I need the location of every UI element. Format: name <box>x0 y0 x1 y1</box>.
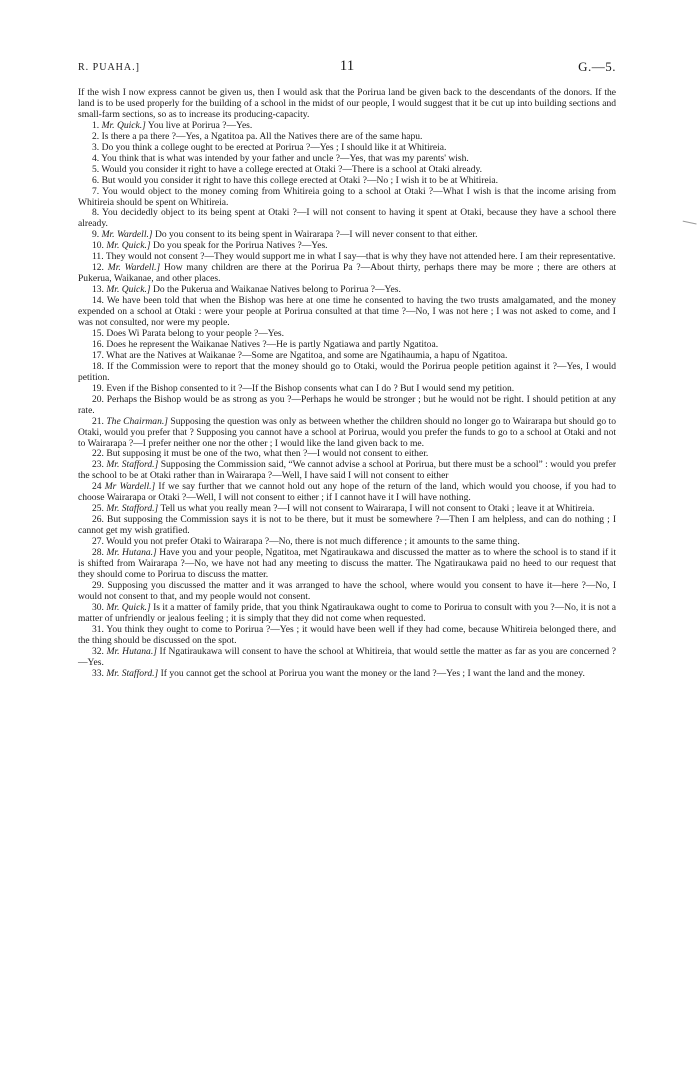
question-number: 14. <box>92 295 104 307</box>
question-text: Do the Pukerua and Waikanae Natives belong to Porirua ?—Yes. <box>150 284 401 296</box>
speaker-name: Mr. Wardell.] <box>107 262 161 274</box>
question-text: You think they ought to come to Porirua ?—Yes ; it would have been well if they had come, because Whitireia belonged there, and the thing should be discussed on the spot. <box>78 623 616 646</box>
speaker-name: The Chairman.] <box>106 415 168 427</box>
question-text: Supposing the question was only as between whether the children should no longer go to Wairarapa but should go to Otaki, would you prefer that ? Supposing you cannot have a school at Porirua, would you prefer the funds to go to a school at Otaki and not to Wairarapa ?—I prefer neither one nor the other ; I would like the land given back to me. <box>78 415 616 449</box>
question-text: Have you and your people, Ngatitoa, met Ngatiraukawa and discussed the matter as to where the school is to stand if it is shifted from Wairarapa ?—No, we have not had any meeting to discuss the matter. The Ngatiraukawa paid no heed to our request that they should come to Porirua to discuss the matter. <box>78 547 616 580</box>
speaker-name: Mr. Stafford.] <box>106 459 159 471</box>
qa-paragraph <box>78 482 616 504</box>
speaker-name: Mr. Quick.] <box>106 240 151 252</box>
question-number: 15. <box>92 327 104 339</box>
qa-paragraph <box>78 187 616 209</box>
speaker-name: Mr. Hutana.] <box>106 645 157 657</box>
question-number: 23. <box>92 459 104 471</box>
question-number: 32. <box>92 645 104 657</box>
qa-paragraph <box>78 548 616 581</box>
document-reference: G.—5. <box>578 59 616 74</box>
qa-paragraph <box>78 263 616 285</box>
question-number: 4. <box>92 152 100 164</box>
question-number: 28. <box>92 547 104 559</box>
question-number: 6. <box>92 174 100 186</box>
speaker-name: Mr. Quick.] <box>106 601 151 613</box>
question-number: 3. <box>92 141 100 153</box>
question-text: But supposing it must be one of the two, what then ?—I would not consent to either. <box>106 448 429 460</box>
question-text: They would not consent ?—They would support me in what I say—that is why they have not attended here. I am their representative. <box>105 251 616 263</box>
question-number: 27. <box>92 536 104 548</box>
question-text: Even if the Bishop consented to it ?—If the Bishop consents what can I do ? But I would send my petition. <box>106 382 515 394</box>
question-text: You would object to the money coming from Whitireia going to a school at Otaki ?—What I wish is that the income arising from Whitireia should be spent on Whitireia. <box>78 185 616 208</box>
qa-paragraph <box>78 515 616 537</box>
question-text: What are the Natives at Waikanae ?—Some are Ngatitoa, and some are Ngatihaumia, a hapu of Ngatitoa. <box>106 349 508 361</box>
question-text: Do you speak for the Porirua Natives ?—Yes. <box>150 240 328 252</box>
speaker-name: Mr Wardell.] <box>104 481 156 493</box>
question-text: Supposing you discussed the matter and it was arranged to have the school, where would you consent to have it—here ?—No, I would not consent to that, and my people would not consent. <box>78 579 617 602</box>
question-number: 20. <box>92 393 104 405</box>
qa-paragraph <box>78 625 616 647</box>
question-text: Do you think a college ought to be erected at Porirua ?—Yes ; I should like it at Whitireia. <box>101 141 447 153</box>
question-text: But supposing the Commission says it is not to be there, but it must be somewhere ?—Then I am helpless, and can do nothing ; I cannot get my wish gratified. <box>78 514 616 537</box>
qa-paragraph <box>78 460 616 482</box>
page-header <box>78 58 616 80</box>
question-number: 2. <box>92 130 100 142</box>
question-text: Is there a pa there ?—Yes, a Ngatitoa pa. All the Natives there are of the same hapu. <box>101 130 423 142</box>
question-text: Do you consent to its being spent in Wairarapa ?—I will never consent to that either. <box>152 229 478 241</box>
qa-paragraph <box>78 208 616 230</box>
speaker-name: Mr. Hutana.] <box>106 547 157 559</box>
question-text: Does Wi Parata belong to your people ?—Yes. <box>106 327 285 339</box>
speaker-name: Mr. Stafford.] <box>106 503 159 515</box>
question-text: You live at Porirua ?—Yes. <box>145 119 253 131</box>
question-text: But would you consider it right to have this college erected at Otaki ?—No ; I wish it to be at Whitireia. <box>101 174 499 186</box>
evidence-text <box>78 88 616 679</box>
question-text: How many children are there at the Porirua Pa ?—About thirty, perhaps there may be more ; there are others at Pukerua, Waikanae, and other places. <box>78 262 617 285</box>
question-text: You think that is what was intended by your father and uncle ?—Yes, that was my parents' wish. <box>101 152 469 164</box>
question-number: 12. <box>92 262 104 274</box>
question-number: 8. <box>92 207 100 219</box>
question-number: 29. <box>92 579 104 591</box>
qa-paragraph <box>78 581 616 603</box>
question-number: 9. <box>92 229 100 241</box>
question-number: 16. <box>92 338 104 350</box>
question-number: 5. <box>92 163 100 175</box>
question-text: Would you not prefer Otaki to Wairarapa ?—No, there is not much difference ; it amounts to the same thing. <box>106 536 520 548</box>
question-number: 7. <box>92 185 100 197</box>
question-text: Supposing the Commission said, “We cannot advise a school at Porirua, but there must be a school” : would you prefer the school to be at Otaki rather than in Wairarapa ?—Well, I have said I will not consent to either <box>78 459 616 482</box>
question-text: Would you consider it right to have a college erected at Otaki ?—There is a school at Otaki already. <box>101 163 483 175</box>
header-witness-name: R. PUAHA.] <box>78 62 140 73</box>
question-number: 25. <box>92 503 104 515</box>
question-text: Tell us what you really mean ?—I will not consent to Wairarapa, I will not consent to Otaki ; leave it at Whitireia. <box>158 503 595 515</box>
question-number: 11. <box>92 251 104 263</box>
question-number: 31. <box>92 623 104 635</box>
question-text: Is it a matter of family pride, that you think Ngatiraukawa ought to come to Porirua to consult with you ?—No, it is not a matter of unfriendly or jealous feeling ; it is simply that they did not come when requested. <box>78 601 617 624</box>
qa-paragraph <box>78 603 616 625</box>
question-number: 26. <box>92 514 104 526</box>
question-number: 1. <box>92 119 100 131</box>
speaker-name: Mr. Wardell.] <box>101 229 153 241</box>
intro-paragraph: If the wish I now express cannot be given us, then I would ask that the Porirua land be given back to the descendants of the donors. If the land is to be used properly for the building of a school in the midst of our people, I would suggest that it be cut up into building sections and small-farm sections, so as to increase its producing-capacity. <box>78 87 616 120</box>
qa-paragraph <box>78 647 616 669</box>
question-text: If the Commission were to report that the money should go to Otaki, would the Porirua people petition against it ?—Yes, I would petition. <box>78 360 616 383</box>
qa-paragraph <box>78 362 616 384</box>
question-number: 19. <box>92 382 104 394</box>
qa-paragraph <box>78 395 616 417</box>
question-number: 21. <box>92 415 104 427</box>
qa-paragraph <box>78 296 616 329</box>
question-text: You decidedly object to its being spent at Otaki ?—I will not consent to having it spent at Otaki, because they have a school there already. <box>78 207 616 230</box>
question-number: 10. <box>92 240 104 252</box>
question-number: 33. <box>92 667 104 679</box>
question-text: If you cannot get the school at Porirua you want the money or the land ?—Yes ; I want the land and the money. <box>158 667 585 679</box>
question-text: We have been told that when the Bishop was here at one time he consented to having the two trusts amalgamated, and the money expended on a school at Otaki : were your people at Porirua consulted at that time ?—No, I was not here ; I was not asked to come, and I was not consulted, nor were my people. <box>78 295 616 329</box>
page-number: 11 <box>339 58 355 74</box>
question-text: Does he represent the Waikanae Natives ?—He is partly Ngatiawa and partly Ngatitoa. <box>106 338 439 350</box>
question-number: 13. <box>92 284 104 296</box>
question-text: If we say further that we cannot hold out any hope of the return of the land, which would you choose, if you had to choose Wairarapa or Otaki ?—Well, I will not consent to either ; if I cannot have it I will have nothing. <box>78 481 616 504</box>
question-text: If Ngatiraukawa will consent to have the school at Whitireia, that would settle the matter as far as you are concerned ?—Yes. <box>78 645 616 668</box>
document-page <box>78 58 616 679</box>
qa-paragraph <box>78 417 616 450</box>
question-number: 30. <box>92 601 104 613</box>
speaker-name: Mr. Quick.] <box>106 284 151 296</box>
speaker-name: Mr. Quick.] <box>101 119 146 131</box>
question-number: 17. <box>92 349 104 361</box>
qa-paragraph <box>78 669 616 680</box>
question-number: 24 <box>92 481 102 493</box>
margin-pencil-mark <box>681 221 696 231</box>
question-number: 18. <box>92 360 104 372</box>
speaker-name: Mr. Stafford.] <box>106 667 159 679</box>
question-text: Perhaps the Bishop would be as strong as you ?—Perhaps he would be stronger ; but he would not be right. I should petition at any rate. <box>78 393 617 416</box>
question-number: 22. <box>92 448 104 460</box>
